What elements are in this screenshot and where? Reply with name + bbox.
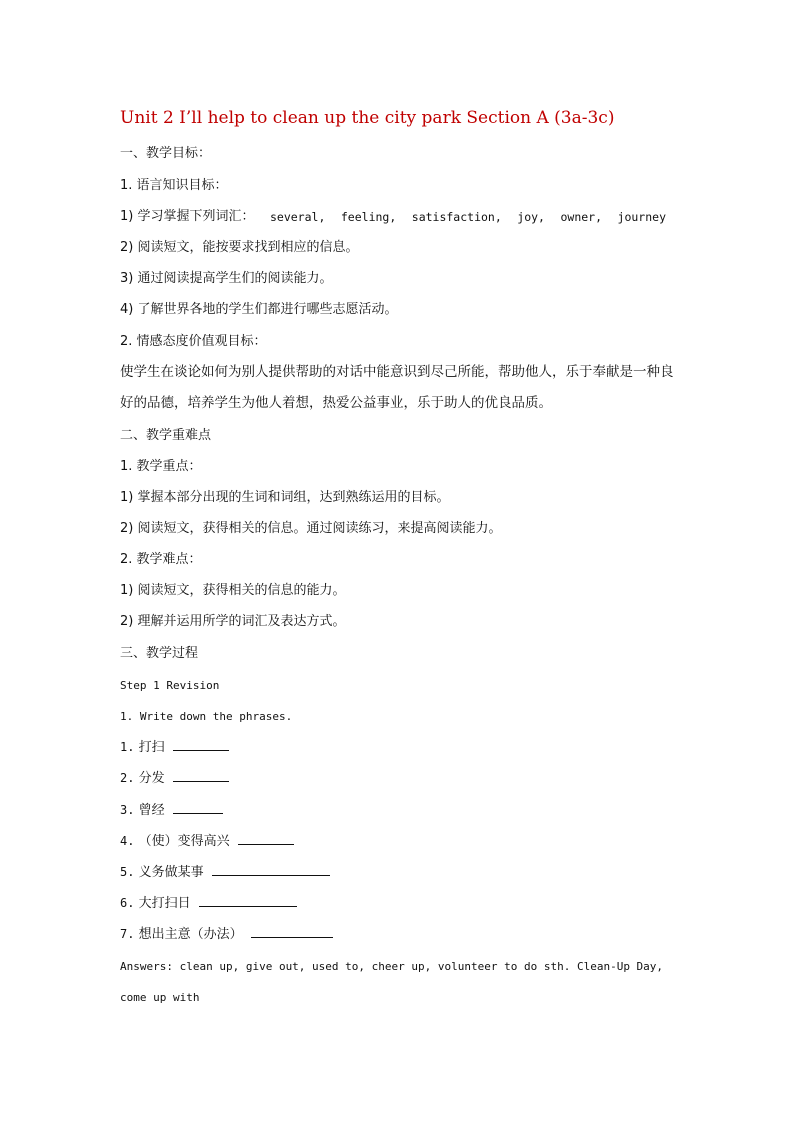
subheading-attitude-goals: 2. 情感态度价值观目标： (120, 334, 267, 349)
vocab-word: satisfaction, (411, 210, 502, 224)
answer-blank[interactable] (238, 832, 294, 845)
phrase-text: 打扫 (138, 740, 165, 755)
phrase-number: 6. (120, 896, 135, 910)
section-heading-key-points: 二、教学重难点 (120, 428, 212, 443)
subheading-key-points: 1. 教学重点： (120, 459, 202, 474)
phrase-text: 想出主意（办法） (138, 927, 243, 942)
goal-item: 4) 了解世界各地的学生们都进行哪些志愿活动。 (120, 302, 398, 317)
phrase-text: 分发 (138, 771, 165, 786)
section-heading-objectives: 一、教学目标： (120, 146, 212, 161)
answer-blank[interactable] (173, 738, 229, 751)
subheading-language-goals: 1. 语言知识目标： (120, 178, 228, 193)
document-title: Unit 2 I’ll help to clean up the city park Section A (3a-3c) (120, 108, 615, 128)
subheading-difficulties: 2. 教学难点： (120, 552, 202, 567)
section-heading-process: 三、教学过程 (120, 646, 199, 661)
phrase-item (120, 738, 684, 757)
phrase-item (120, 925, 684, 944)
step-heading: Step 1 Revision (120, 679, 220, 692)
answer-blank[interactable] (173, 769, 229, 782)
answer-blank[interactable] (212, 863, 330, 876)
phrase-number: 5. (120, 865, 135, 879)
key-point-item: 2) 阅读短文，获得相关的信息。通过阅读练习，来提高阅读能力。 (120, 521, 502, 536)
goal-item: 3) 通过阅读提高学生们的阅读能力。 (120, 271, 333, 286)
phrase-number: 3. (120, 803, 135, 817)
phrase-number: 7. (120, 927, 135, 941)
phrase-number: 1. (120, 740, 135, 754)
attitude-paragraph: 使学生在谈论如何为别人提供帮助的对话中能意识到尽己所能，帮助他人，乐于奉献是一种良好的品德，培养学生为他人着想，热爱公益事业，乐于助人的优良品质。 (120, 364, 674, 411)
difficulty-item: 1) 阅读短文，获得相关的信息的能力。 (120, 583, 346, 598)
answers-line: Answers: clean up, give out, used to, cheer up, volunteer to do sth. Clean-Up Day, (120, 960, 664, 973)
task-instruction: 1. Write down the phrases. (120, 710, 293, 723)
phrase-number: 2. (120, 771, 135, 785)
vocab-goal (120, 208, 684, 226)
key-point-item: 1) 掌握本部分出现的生词和词组，达到熟练运用的目标。 (120, 490, 450, 505)
answers-line: come up with (120, 991, 200, 1004)
phrase-text: 义务做某事 (138, 865, 204, 880)
answer-blank[interactable] (173, 801, 223, 814)
vocab-word: journey (617, 210, 666, 224)
phrase-text: （使）变得高兴 (138, 834, 230, 849)
phrase-item (120, 863, 684, 882)
phrase-item (120, 801, 684, 820)
answer-blank[interactable] (251, 925, 333, 938)
difficulty-item: 2) 理解并运用所学的词汇及表达方式。 (120, 614, 346, 629)
vocab-word: owner, (560, 210, 603, 224)
phrase-number: 4. (120, 834, 135, 848)
phrase-text: 曾经 (138, 803, 165, 818)
phrase-item (120, 894, 684, 913)
vocab-word: feeling, (340, 210, 397, 224)
phrase-item (120, 832, 684, 851)
phrase-item (120, 769, 684, 788)
vocab-word: joy, (517, 210, 545, 224)
goal-item: 2) 阅读短文，能按要求找到相应的信息。 (120, 240, 359, 255)
vocab-row (120, 208, 666, 226)
vocab-word: several, (269, 210, 326, 224)
vocab-goal-label: 1) 学习掌握下列词汇： (120, 209, 255, 224)
phrase-text: 大打扫日 (138, 896, 191, 911)
answer-blank[interactable] (199, 894, 297, 907)
